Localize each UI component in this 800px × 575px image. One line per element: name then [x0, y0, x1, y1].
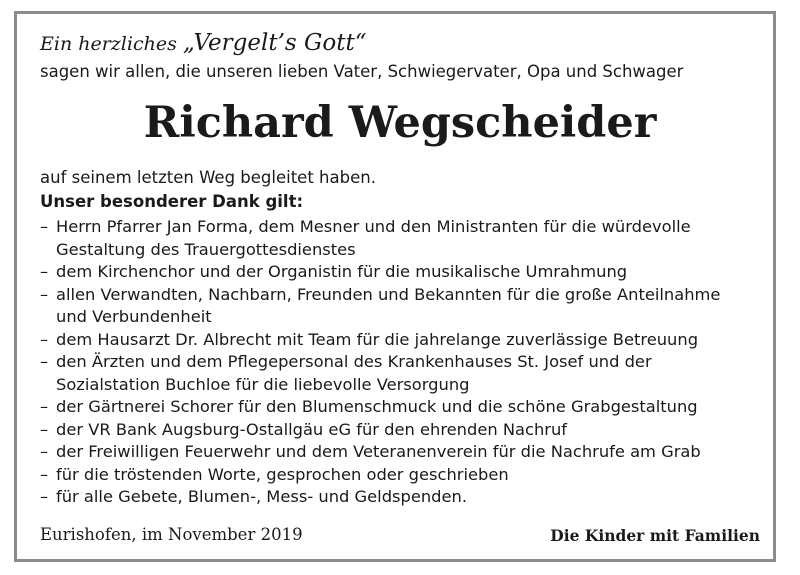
thanks-item-line: Sozialstation Buchloe für die liebevolle Versorgung [56, 374, 470, 394]
thanks-item-line: dem Hausarzt Dr. Albrecht mit Team für die jahrelange zuverlässige Betreuung [56, 329, 699, 349]
deceased-name: Richard Wegscheider [143, 98, 657, 148]
thanks-item [40, 441, 720, 464]
thanks-item-line: den Ärzten und dem Pflegepersonal des Krankenhauses St. Josef und der [56, 352, 652, 371]
thanks-item-line: dem Kirchenchor und der Organistin für die musikalische Umrahmung [56, 262, 628, 281]
thanks-item [40, 216, 720, 261]
dash-bullet: – [40, 284, 49, 304]
dash-bullet: – [40, 397, 49, 416]
thanks-item [40, 284, 720, 329]
thanks-item [40, 261, 720, 284]
thanks-item-line: der Freiwilligen Feuerwehr und dem Veteranenverein für die Nachrufe am Grab [56, 442, 701, 461]
thanks-item-line: für alle Gebete, Blumen-, Mess- und Geldspenden. [56, 487, 468, 506]
dash-bullet: – [40, 329, 49, 349]
thanks-item-line: der VR Bank Augsburg-Ostallgäu eG für den ehrenden Nachruf [56, 419, 568, 439]
dash-bullet: – [40, 262, 49, 281]
intro-prefix: Ein herzliches [40, 33, 183, 55]
thanks-item-line: für die tröstenden Worte, gesprochen oder geschrieben [56, 464, 509, 484]
intro-line-2: sagen wir allen, die unseren lieben Vater, Schwiegervater, Opa und Schwager [40, 62, 684, 81]
intro-line-1 [40, 30, 366, 56]
dash-bullet: – [40, 464, 49, 484]
thanks-item [40, 419, 720, 442]
thanks-item-line: der Gärtnerei Schorer für den Blumenschmuck und die schöne Grabgestaltung [56, 397, 698, 416]
thanks-list [40, 216, 720, 509]
thanks-item [40, 464, 720, 487]
thanks-item-line: Herrn Pfarrer Jan Forma, dem Mesner und den Ministranten für die würdevolle [56, 217, 691, 236]
place-date: Eurishofen, im November 2019 [40, 525, 303, 544]
dash-bullet: – [40, 352, 49, 371]
thanks-item-line: allen Verwandten, Nachbarn, Freunden und Bekannten für die große Anteilnahme [56, 284, 721, 304]
dash-bullet: – [40, 217, 49, 236]
dash-bullet: – [40, 487, 49, 506]
signature: Die Kinder mit Familien [550, 526, 760, 545]
dash-bullet: – [40, 419, 49, 439]
dash-bullet: – [40, 442, 49, 461]
thanks-item [40, 329, 720, 352]
thanks-heading: Unser besonderer Dank gilt: [40, 192, 304, 211]
thanks-item-line: Gestaltung des Trauergottesdienstes [56, 239, 356, 259]
thanks-item-line: und Verbundenheit [56, 307, 212, 326]
thanks-item [40, 351, 720, 396]
after-name-text: auf seinem letzten Weg begleitet haben. [40, 168, 376, 187]
intro-quote: „Vergelt’s Gott“ [182, 30, 367, 56]
thanks-item [40, 396, 720, 419]
thanks-item [40, 486, 720, 509]
